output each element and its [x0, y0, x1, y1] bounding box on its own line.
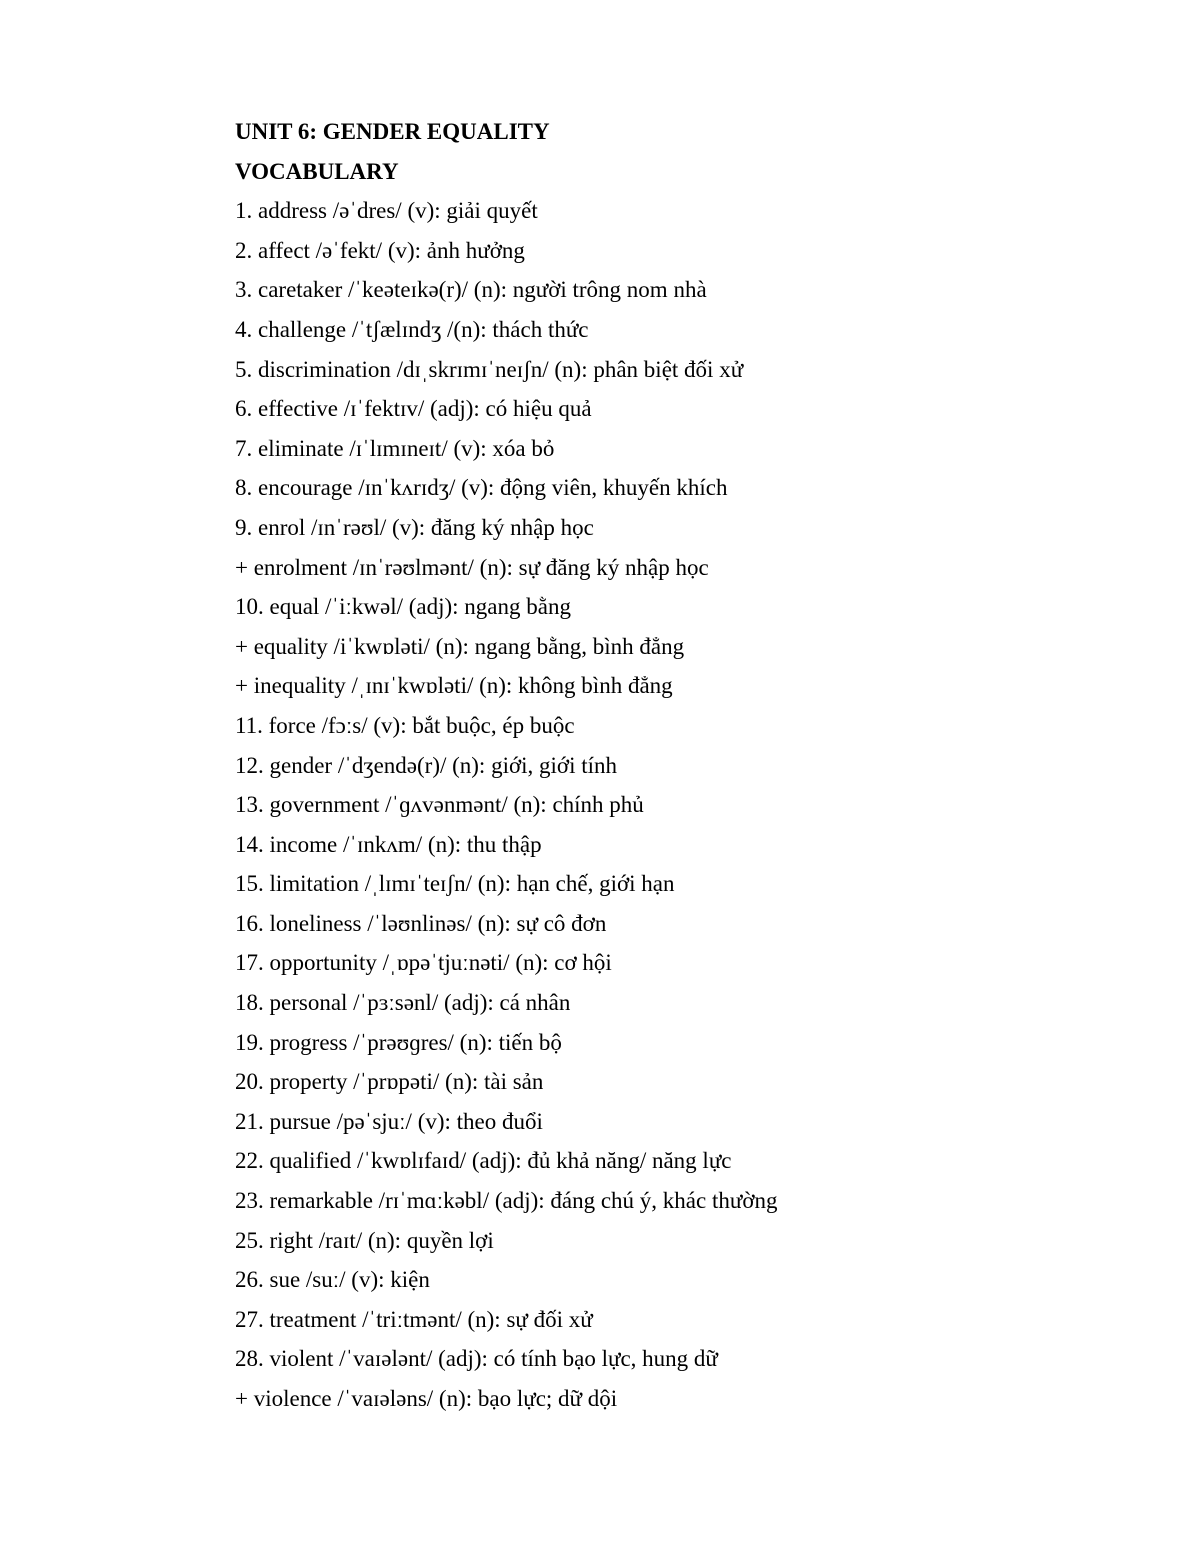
unit-title: UNIT 6: GENDER EQUALITY: [235, 119, 550, 144]
vocab-entry: 11. force /fɔːs/ (v): bắt buộc, ép buộc: [235, 712, 575, 738]
vocab-entry: 17. opportunity /ˌɒpəˈtjuːnəti/ (n): cơ hội: [235, 950, 612, 976]
vocab-entry: 4. challenge /ˈtʃælɪndʒ /(n): thách thức: [235, 316, 589, 342]
document-body: [235, 112, 1135, 1419]
section-heading: VOCABULARY: [235, 158, 399, 184]
vocab-entry: 16. loneliness /ˈləʊnlinəs/ (n): sự cô đơn: [235, 910, 607, 936]
vocab-entry: 23. remarkable /rɪˈmɑːkəbl/ (adj): đáng chú ý, khác thường: [235, 1188, 778, 1214]
vocab-entry: 14. income /ˈɪnkʌm/ (n): thu thập: [235, 831, 542, 857]
vocab-entry: 20. property /ˈprɒpəti/ (n): tài sản: [235, 1069, 544, 1095]
vocab-entry: 7. eliminate /ɪˈlɪmɪneɪt/ (v): xóa bỏ: [235, 435, 555, 461]
vocab-entry: 10. equal /ˈiːkwəl/ (adj): ngang bằng: [235, 594, 571, 620]
vocab-entry: 15. limitation /ˌlɪmɪˈteɪʃn/ (n): hạn chế, giới hạn: [235, 871, 675, 897]
vocab-entry: 26. sue /suː/ (v): kiện: [235, 1267, 430, 1293]
vocab-entry: 21. pursue /pəˈsjuː/ (v): theo đuổi: [235, 1108, 543, 1134]
vocab-subentry: + inequality /ˌɪnɪˈkwɒləti/ (n): không bình đẳng: [235, 673, 673, 699]
vocab-entry: 1. address /əˈdres/ (v): giải quyết: [235, 198, 538, 224]
vocab-subentry: + enrolment /ɪnˈrəʊlmənt/ (n): sự đăng ký nhập học: [235, 554, 709, 580]
vocab-entry: 6. effective /ɪˈfektɪv/ (adj): có hiệu quả: [235, 396, 592, 422]
vocab-subentry: + equality /iˈkwɒləti/ (n): ngang bằng, bình đẳng: [235, 633, 685, 659]
vocab-entry: 12. gender /ˈdʒendə(r)/ (n): giới, giới tính: [235, 752, 617, 778]
vocab-entry: 2. affect /əˈfekt/ (v): ảnh hưởng: [235, 237, 525, 263]
vocab-entry: 3. caretaker /ˈkeəteɪkə(r)/ (n): người trông nom nhà: [235, 277, 707, 303]
vocab-entry: 9. enrol /ɪnˈrəʊl/ (v): đăng ký nhập học: [235, 514, 594, 540]
vocab-entry: 13. government /ˈɡʌvənmənt/ (n): chính phủ: [235, 792, 644, 818]
vocab-entry: 5. discrimination /dɪˌskrɪmɪˈneɪʃn/ (n): phân biệt đối xử: [235, 356, 744, 382]
vocab-entry: 25. right /raɪt/ (n): quyền lợi: [235, 1227, 494, 1253]
vocab-entry: 8. encourage /ɪnˈkʌrɪdʒ/ (v): động viên, khuyến khích: [235, 475, 728, 501]
vocab-entry: 18. personal /ˈpɜːsənl/ (adj): cá nhân: [235, 990, 571, 1016]
vocab-subentry: + violence /ˈvaɪələns/ (n): bạo lực; dữ dội: [235, 1386, 618, 1411]
vocab-entry: 19. progress /ˈprəʊɡres/ (n): tiến bộ: [235, 1029, 562, 1055]
vocab-entry: 28. violent /ˈvaɪələnt/ (adj): có tính bạo lực, hung dữ: [235, 1346, 718, 1372]
vocab-entry: 27. treatment /ˈtriːtmənt/ (n): sự đối xử: [235, 1306, 593, 1332]
vocab-entry: 22. qualified /ˈkwɒlɪfaɪd/ (adj): đủ khả năng/ năng lực: [235, 1148, 732, 1174]
